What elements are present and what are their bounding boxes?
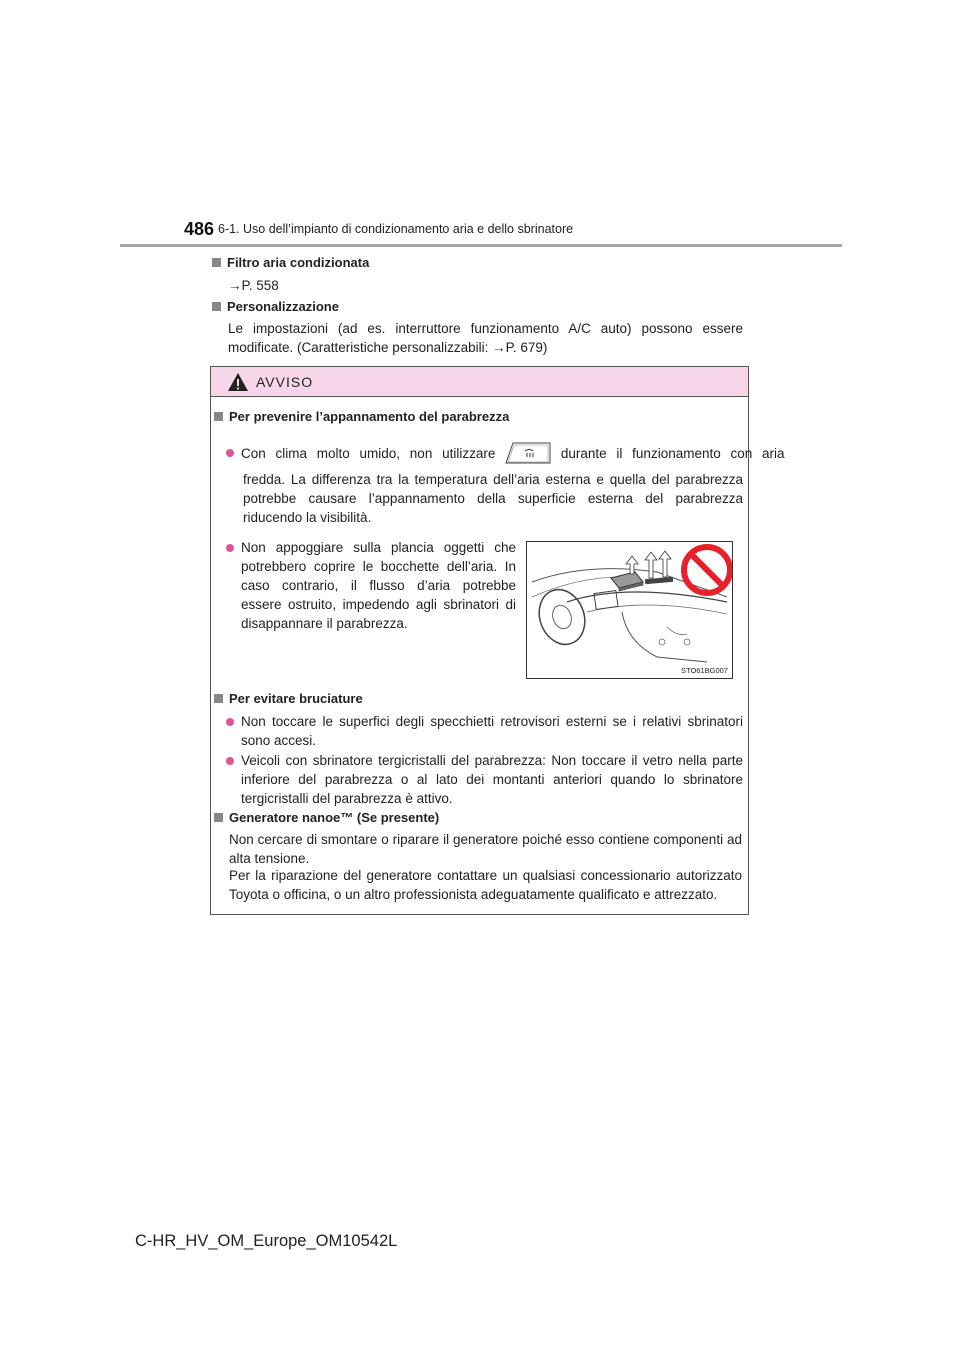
bruciature-bullet2 <box>226 751 743 808</box>
appannamento-title: Per prevenire l’appannamento del parabrezza <box>229 409 510 424</box>
bruciature-bullet1 <box>226 712 743 750</box>
personalizzazione-heading <box>212 299 339 314</box>
warning-label: AVVISO <box>256 374 314 390</box>
appannamento-bullet1-cont: fredda. La differenza tra la temperatura dell’aria esterna e quella del parabrezza potrebbe causare l’appannamento della superficie esterna del parabrezza riducendo la visibilità. <box>243 472 743 525</box>
document-id: C-HR_HV_OM_Europe_OM10542L <box>135 1232 398 1250</box>
appannamento-heading <box>214 409 509 424</box>
round-bullet-icon <box>226 757 234 765</box>
filtro-heading <box>212 255 369 270</box>
personalizzazione-body: Le impostazioni (ad es. interruttore funzionamento A/C auto) possono essere modificate. (Caratteristiche personalizzabili: →P. 679) <box>228 321 743 355</box>
nanoe-line1: Non cercare di smontare o riparare il generatore poiché esso contiene componenti ad alta tensione. <box>229 832 742 866</box>
appannamento-bullet1-before: Con clima molto umido, non utilizzare <box>241 446 496 461</box>
nanoe-heading <box>214 810 439 825</box>
filtro-reference: →P. 558 <box>228 278 279 293</box>
appannamento-bullet2 <box>226 538 516 633</box>
nanoe-title: Generatore nanoe™ (Se presente) <box>229 810 440 825</box>
windshield-defroster-button-icon <box>503 441 553 465</box>
square-bullet-icon <box>214 412 223 421</box>
section-title: 6-1. Uso dell’impianto di condizionamento aria e dello sbrinatore <box>218 222 574 236</box>
bruciature-title: Per evitare bruciature <box>229 691 363 706</box>
personalizzazione-title: Personalizzazione <box>227 299 339 314</box>
bruciature-bullet1-text: Non toccare le superfici degli specchietti retrovisori esterni se i relativi sbrinatori sono accesi. <box>241 714 743 748</box>
appannamento-bullet1-line1 <box>226 441 785 465</box>
warning-header <box>211 367 748 397</box>
bruciature-bullet2-text: Veicoli con sbrinatore tergicristalli del parabrezza: Non toccare il vetro nella parte inferiore del parabrezza o al lato dei montanti anteriori quando lo sbrinatore tergicristalli del parabrezza è attivo. <box>241 753 743 806</box>
header-divider <box>120 244 842 247</box>
appannamento-bullet2-text: Non appoggiare sulla plancia oggetti che potrebbero coprire le bocchette dell’aria. In caso contrario, il flusso d’aria potrebbe essere ostruito, impedendo agli sbrinatori di disappannare il parabrezza. <box>241 540 516 631</box>
dashboard-vent-illustration <box>526 541 733 679</box>
square-bullet-icon <box>214 813 223 822</box>
square-bullet-icon <box>212 258 221 267</box>
dashboard-illustration-svg <box>527 542 732 678</box>
appannamento-bullet1-after: durante il funzionamento con aria <box>560 446 785 461</box>
round-bullet-icon <box>226 449 234 457</box>
square-bullet-icon <box>212 302 221 311</box>
nanoe-line2: Per la riparazione del generatore contattare un qualsiasi concessionario autorizzato Toyota o officina, o un altro professionista adeguatamente qualificato e attrezzato. <box>229 868 742 902</box>
round-bullet-icon <box>226 544 234 552</box>
bruciature-heading <box>214 691 363 706</box>
square-bullet-icon <box>214 694 223 703</box>
page-number: 486 <box>184 219 215 239</box>
figure-code: STO61BG007 <box>681 666 728 675</box>
filtro-title: Filtro aria condizionata <box>227 255 370 270</box>
warning-triangle-icon <box>227 372 249 392</box>
round-bullet-icon <box>226 718 234 726</box>
